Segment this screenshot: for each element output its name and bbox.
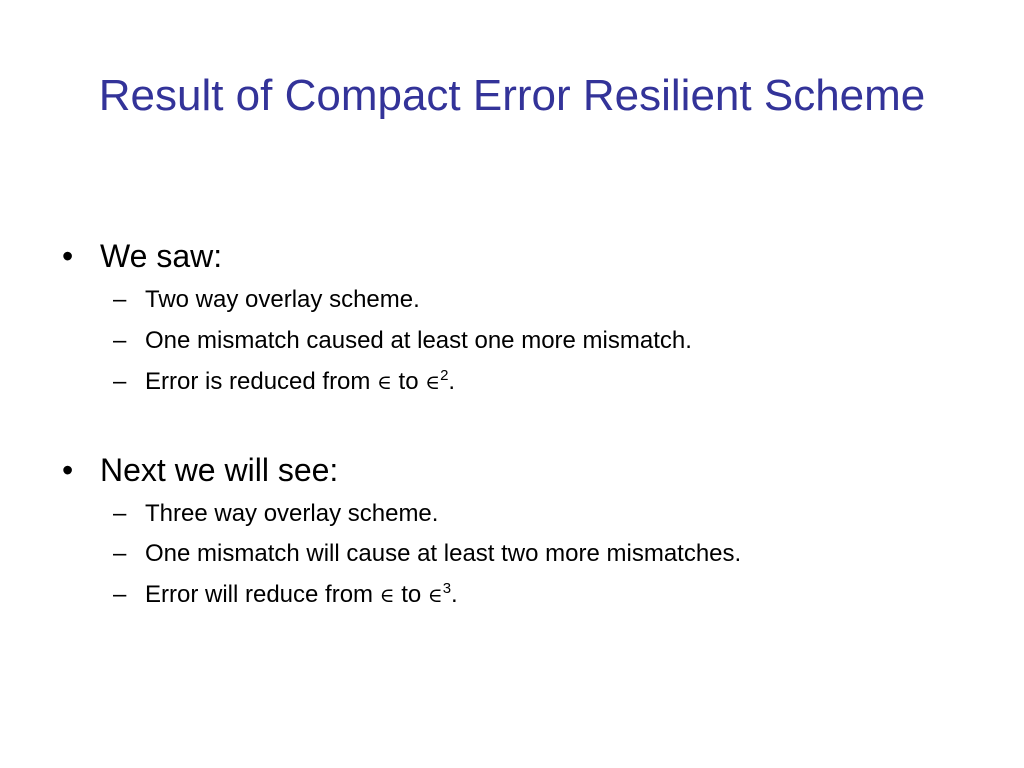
element-of-symbol: ∈ <box>379 583 395 607</box>
exponent: 2 <box>440 367 449 384</box>
sub-item-text: One mismatch caused at least one more mismatch. <box>145 327 692 354</box>
error-middle: to <box>391 368 426 395</box>
bullet-heading: We saw: <box>100 238 223 274</box>
error-prefix: Error will reduce from <box>145 581 380 608</box>
dash-marker: – <box>113 368 127 395</box>
error-suffix: . <box>448 368 456 395</box>
element-of-symbol: ∈ <box>427 583 443 607</box>
dash-marker: – <box>113 327 127 354</box>
sub-item-text <box>145 580 458 610</box>
dash-marker: – <box>113 581 127 608</box>
sub-item-text: One mismatch will cause at least two more mismatches. <box>145 540 742 567</box>
sub-item-text <box>145 367 455 397</box>
error-middle: to <box>394 581 428 608</box>
dash-marker: – <box>113 500 127 527</box>
element-of-symbol: ∈ <box>377 370 392 394</box>
error-prefix: Error is reduced from <box>145 368 378 395</box>
sub-item-text: Three way overlay scheme. <box>145 500 439 527</box>
sub-item-text: Two way overlay scheme. <box>145 286 420 313</box>
slide-title: Result of Compact Error Resilient Scheme <box>98 71 926 120</box>
exponent: 3 <box>442 580 452 597</box>
bullet-marker: • <box>62 238 74 274</box>
element-of-symbol: ∈ <box>425 370 441 394</box>
dash-marker: – <box>113 286 127 313</box>
bullet-heading: Next we will see: <box>100 452 339 488</box>
error-suffix: . <box>451 581 458 608</box>
bullet-marker: • <box>62 452 74 488</box>
dash-marker: – <box>113 540 127 567</box>
